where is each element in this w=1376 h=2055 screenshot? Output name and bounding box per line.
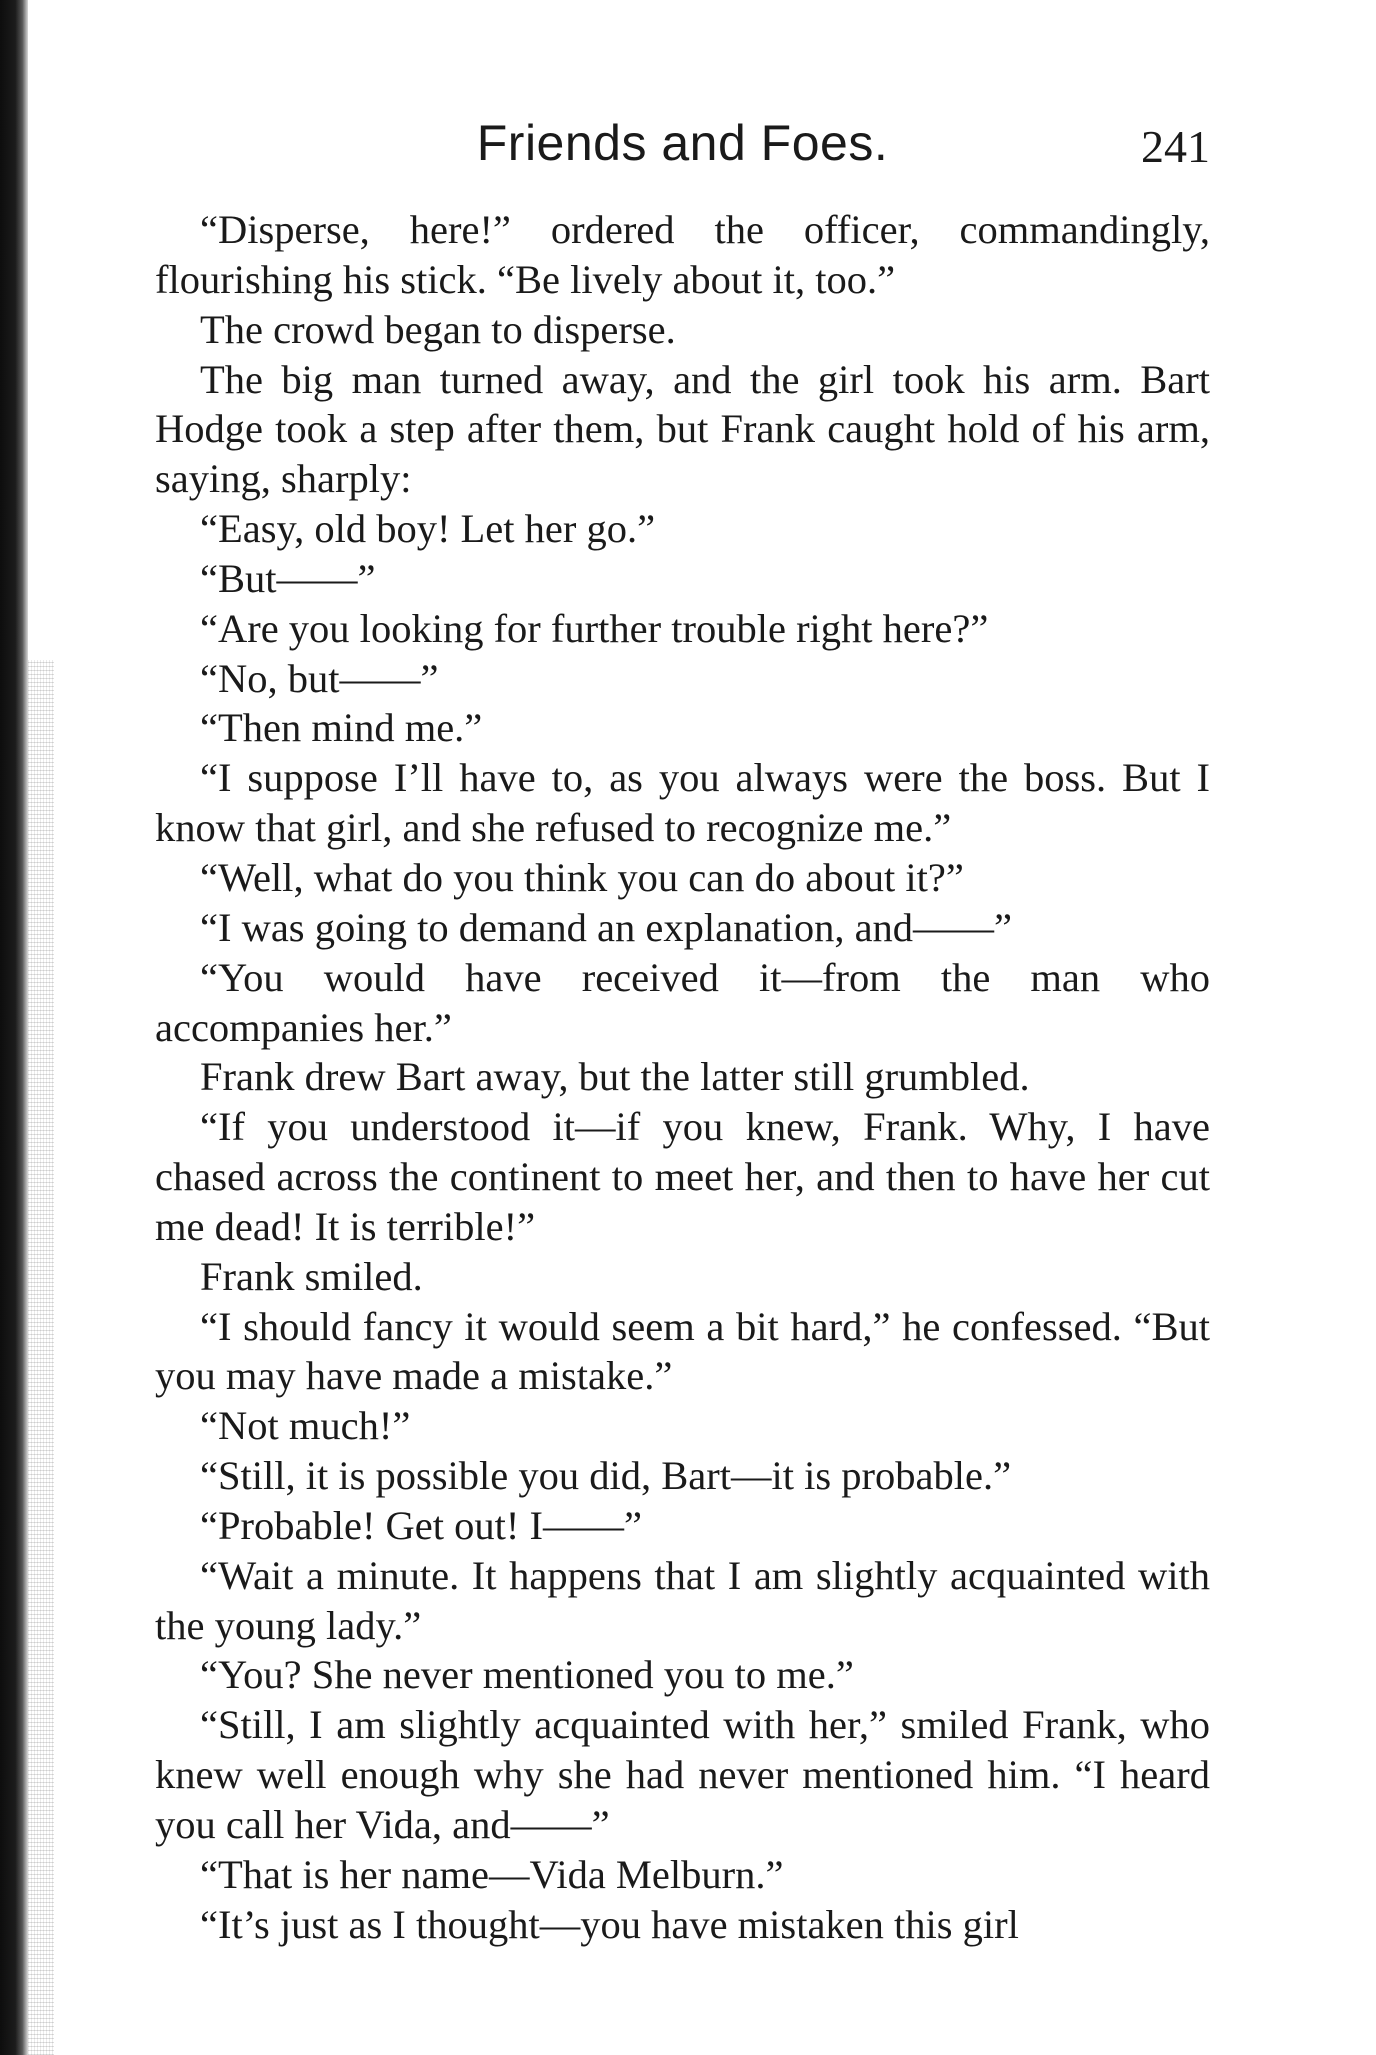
paragraph: “Easy, old boy! Let her go.” (200, 506, 656, 552)
paragraph: “I suppose I’ll have to, as you always were the boss. But I know that girl, and she refused to recognize me.” (155, 755, 1210, 851)
paragraph: “But——” (200, 555, 376, 601)
paragraph: The crowd began to disperse. (200, 306, 676, 352)
running-title: Friends and Foes. (476, 115, 889, 171)
page-header (155, 108, 1210, 178)
paragraph: Frank smiled. (200, 1253, 423, 1299)
paragraph: “That is her name—Vida Melburn.” (200, 1851, 784, 1897)
paragraph: “Are you looking for further trouble right here?” (200, 605, 989, 651)
paragraph: “It’s just as I thought—you have mistaken this girl (200, 1901, 1019, 1947)
paragraph: “Still, I am slightly acquainted with her,” smiled Frank, who knew well enough why she had never mentioned him. “I heard you call her Vida, and——” (155, 1702, 1210, 1847)
body-text (155, 205, 1210, 1950)
paragraph: “Well, what do you think you can do about it?” (200, 854, 964, 900)
paragraph: “Still, it is possible you did, Bart—it is probable.” (200, 1453, 1012, 1499)
paragraph: “If you understood it—if you knew, Frank. Why, I have chased across the continent to meet her, and then to have her cut me dead! It is terrible!” (155, 1104, 1210, 1249)
paragraph: The big man turned away, and the girl took his arm. Bart Hodge took a step after them, but Frank caught hold of his arm, saying, sharply: (155, 356, 1210, 502)
page-number: 241 (1141, 121, 1210, 172)
paragraph: “You? She never mentioned you to me.” (200, 1652, 854, 1698)
paragraph: “Probable! Get out! I——” (200, 1502, 642, 1548)
paragraph: “You would have received it—from the man who accompanies her.” (155, 954, 1210, 1050)
book-spine-shadow (0, 0, 28, 2055)
paragraph: “Disperse, here!” ordered the officer, commandingly, flourishing his stick. “Be lively about it, too.” (155, 207, 1210, 302)
paragraph: “No, but——” (200, 655, 439, 701)
paragraph: “Not much!” (200, 1403, 411, 1449)
paragraph: “I was going to demand an explanation, and——” (200, 904, 1013, 950)
paragraph: “Wait a minute. It happens that I am slightly acquainted with the young lady.” (155, 1552, 1210, 1648)
paragraph: “Then mind me.” (200, 705, 483, 751)
paragraph: Frank drew Bart away, but the latter still grumbled. (200, 1054, 1030, 1100)
scan-noise (28, 660, 54, 2055)
paragraph: “I should fancy it would seem a bit hard,” he confessed. “But you may have made a mistake.” (155, 1303, 1210, 1399)
